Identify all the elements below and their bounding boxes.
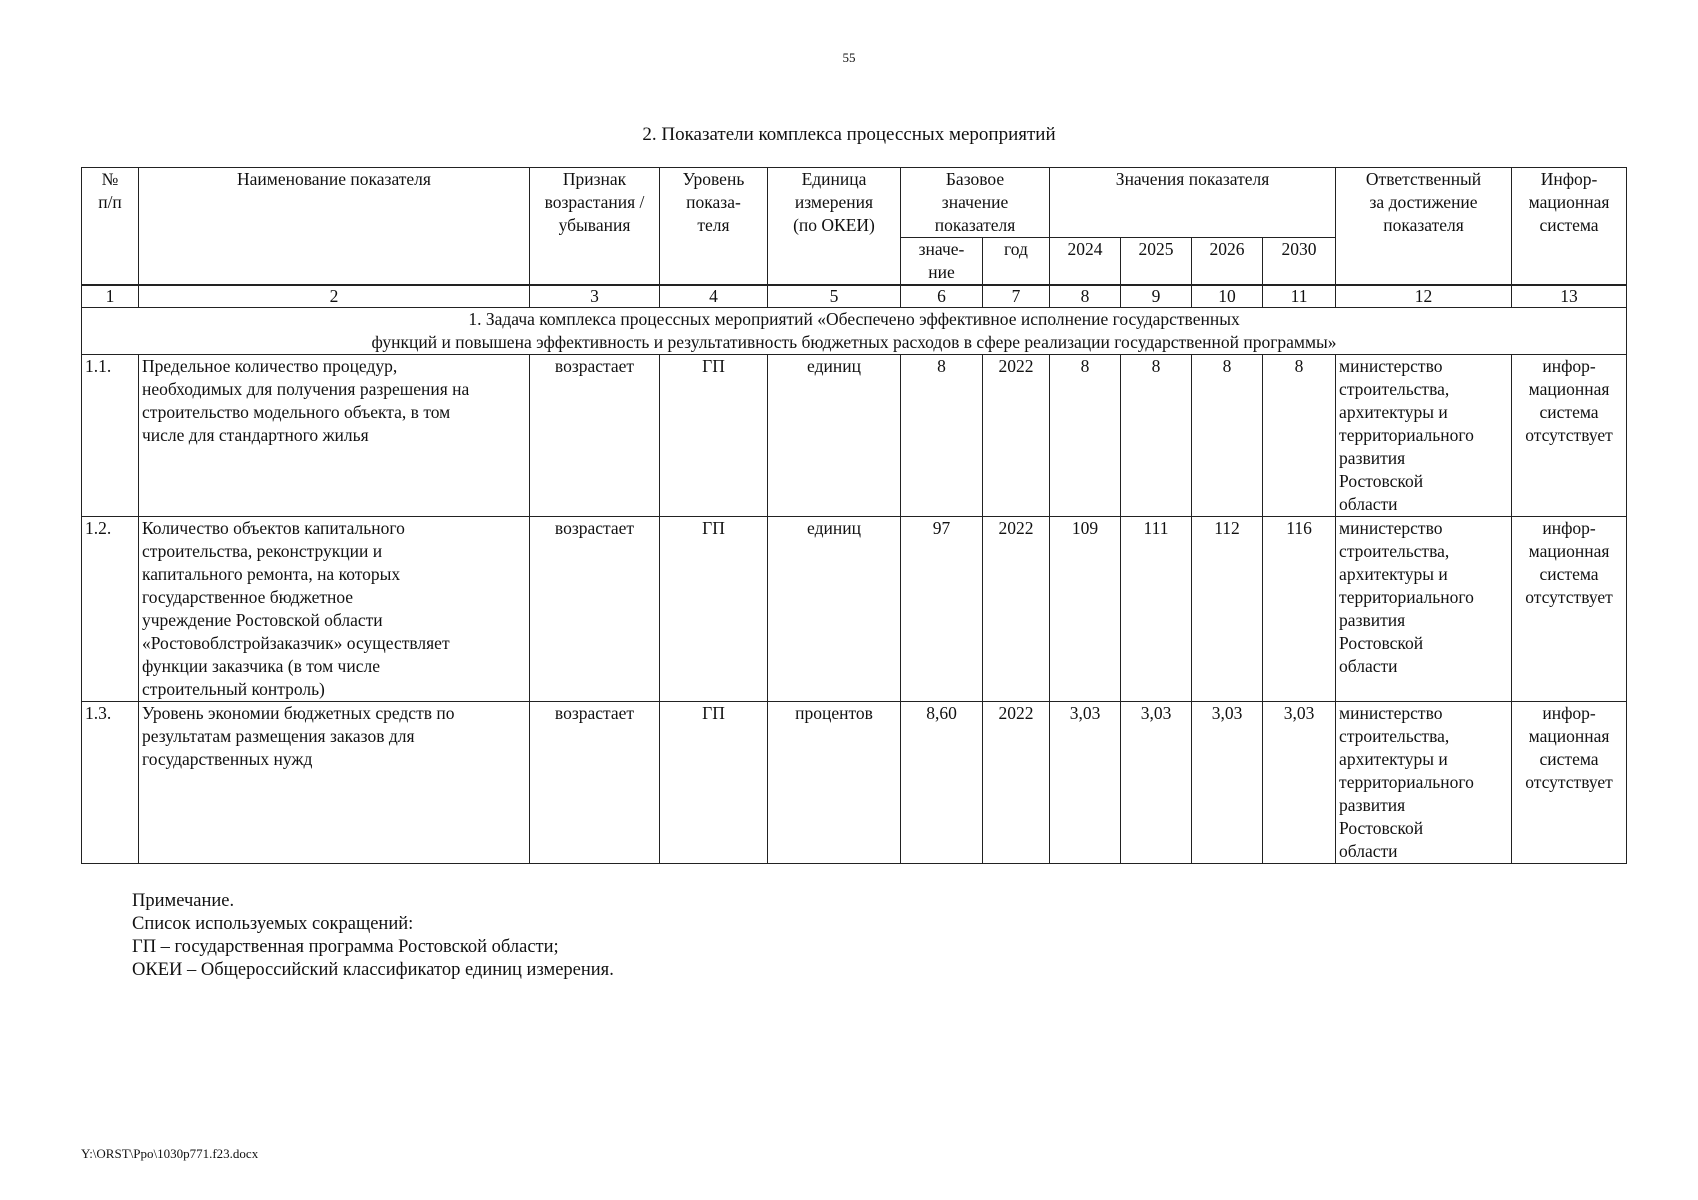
value-2026-cell: 8 — [1192, 355, 1263, 517]
indicator-name: Количество объектов капитального строительства, реконструкции и капитального ремонта, на которых государственное бюджетное учреждение Ростовской области «Ростовоблстройзаказчик» осуществляет функции заказчика (в том числе строительный контроль) — [139, 517, 530, 702]
info-system-cell: инфор- мационная система отсутствует — [1512, 355, 1627, 517]
table-row — [82, 702, 1627, 864]
indicators-table — [81, 167, 1627, 864]
trend-cell: возрастает — [530, 702, 660, 864]
task-heading: 1. Задача комплекса процессных мероприятий «Обеспечено эффективное исполнение государственных функций и повышена эффективность и результативность бюджетных расходов в сфере реализации государственной программы» — [82, 308, 1627, 355]
column-number: 2 — [139, 285, 530, 308]
column-number: 8 — [1050, 285, 1121, 308]
base-year-cell: 2022 — [983, 517, 1050, 702]
column-number: 4 — [660, 285, 768, 308]
table-row — [82, 517, 1627, 702]
header-year-2030: 2030 — [1263, 238, 1336, 286]
abbreviations-title: Список используемых сокращений: — [132, 914, 414, 934]
base-year-cell: 2022 — [983, 702, 1050, 864]
column-number: 6 — [901, 285, 983, 308]
section-title: 2. Показатели комплекса процессных мероприятий — [642, 124, 1056, 145]
column-number: 12 — [1336, 285, 1512, 308]
header-year-2026: 2026 — [1192, 238, 1263, 286]
value-2024-cell: 8 — [1050, 355, 1121, 517]
value-2025-cell: 111 — [1121, 517, 1192, 702]
header-unit: Единица измерения (по ОКЕИ) — [768, 168, 901, 286]
notes-heading: Примечание. — [132, 891, 235, 911]
value-2025-cell: 3,03 — [1121, 702, 1192, 864]
column-number: 10 — [1192, 285, 1263, 308]
header-num: № п/п — [82, 168, 139, 286]
unit-cell: единиц — [768, 355, 901, 517]
column-number: 13 — [1512, 285, 1627, 308]
column-number: 5 — [768, 285, 901, 308]
base-value-cell: 8 — [901, 355, 983, 517]
abbreviation-item: ГП – государственная программа Ростовской области; — [132, 937, 559, 957]
header-level: Уровень показа- теля — [660, 168, 768, 286]
level-cell: ГП — [660, 517, 768, 702]
value-2030-cell: 116 — [1263, 517, 1336, 702]
row-num: 1.3. — [82, 702, 139, 864]
responsible-cell: министерство строительства, архитектуры и территориального развития Ростовской области — [1336, 355, 1512, 517]
header-info-system: Инфор- мационная система — [1512, 168, 1627, 286]
header-name: Наименование показателя — [139, 168, 530, 286]
base-year-cell: 2022 — [983, 355, 1050, 517]
responsible-cell: министерство строительства, архитектуры и территориального развития Ростовской области — [1336, 702, 1512, 864]
notes-block — [132, 890, 614, 982]
row-num: 1.1. — [82, 355, 139, 517]
value-2030-cell: 8 — [1263, 355, 1336, 517]
value-2026-cell: 112 — [1192, 517, 1263, 702]
header-base: Базовое значение показателя — [901, 168, 1050, 238]
trend-cell: возрастает — [530, 517, 660, 702]
page-number: 55 — [842, 50, 856, 65]
header-base-value: значе- ние — [901, 238, 983, 286]
info-system-cell: инфор- мационная система отсутствует — [1512, 702, 1627, 864]
header-row-1 — [82, 168, 1627, 238]
task-row — [82, 308, 1627, 355]
abbreviation-item: ОКЕИ – Общероссийский классификатор единиц измерения. — [132, 960, 614, 980]
header-trend: Признак возрастания / убывания — [530, 168, 660, 286]
value-2026-cell: 3,03 — [1192, 702, 1263, 864]
header-values: Значения показателя — [1050, 168, 1336, 238]
column-number: 7 — [983, 285, 1050, 308]
column-number: 11 — [1263, 285, 1336, 308]
column-number: 9 — [1121, 285, 1192, 308]
value-2024-cell: 109 — [1050, 517, 1121, 702]
table-row — [82, 355, 1627, 517]
header-responsible: Ответственный за достижение показателя — [1336, 168, 1512, 286]
base-value-cell: 97 — [901, 517, 983, 702]
trend-cell: возрастает — [530, 355, 660, 517]
header-base-year: год — [983, 238, 1050, 286]
column-number: 1 — [82, 285, 139, 308]
base-value-cell: 8,60 — [901, 702, 983, 864]
level-cell: ГП — [660, 355, 768, 517]
column-numbers-row — [82, 285, 1627, 308]
indicator-name: Предельное количество процедур, необходимых для получения разрешения на строительство модельного объекта, в том числе для стандартного жилья — [139, 355, 530, 517]
level-cell: ГП — [660, 702, 768, 864]
value-2030-cell: 3,03 — [1263, 702, 1336, 864]
header-year-2025: 2025 — [1121, 238, 1192, 286]
value-2024-cell: 3,03 — [1050, 702, 1121, 864]
indicator-name: Уровень экономии бюджетных средств по результатам размещения заказов для государственных нужд — [139, 702, 530, 864]
column-number: 3 — [530, 285, 660, 308]
unit-cell: единиц — [768, 517, 901, 702]
row-num: 1.2. — [82, 517, 139, 702]
header-year-2024: 2024 — [1050, 238, 1121, 286]
responsible-cell: министерство строительства, архитектуры и территориального развития Ростовской области — [1336, 517, 1512, 702]
unit-cell: процентов — [768, 702, 901, 864]
file-path-footer: Y:\ORST\Ppo\1030p771.f23.docx — [81, 1146, 259, 1161]
value-2025-cell: 8 — [1121, 355, 1192, 517]
info-system-cell: инфор- мационная система отсутствует — [1512, 517, 1627, 702]
